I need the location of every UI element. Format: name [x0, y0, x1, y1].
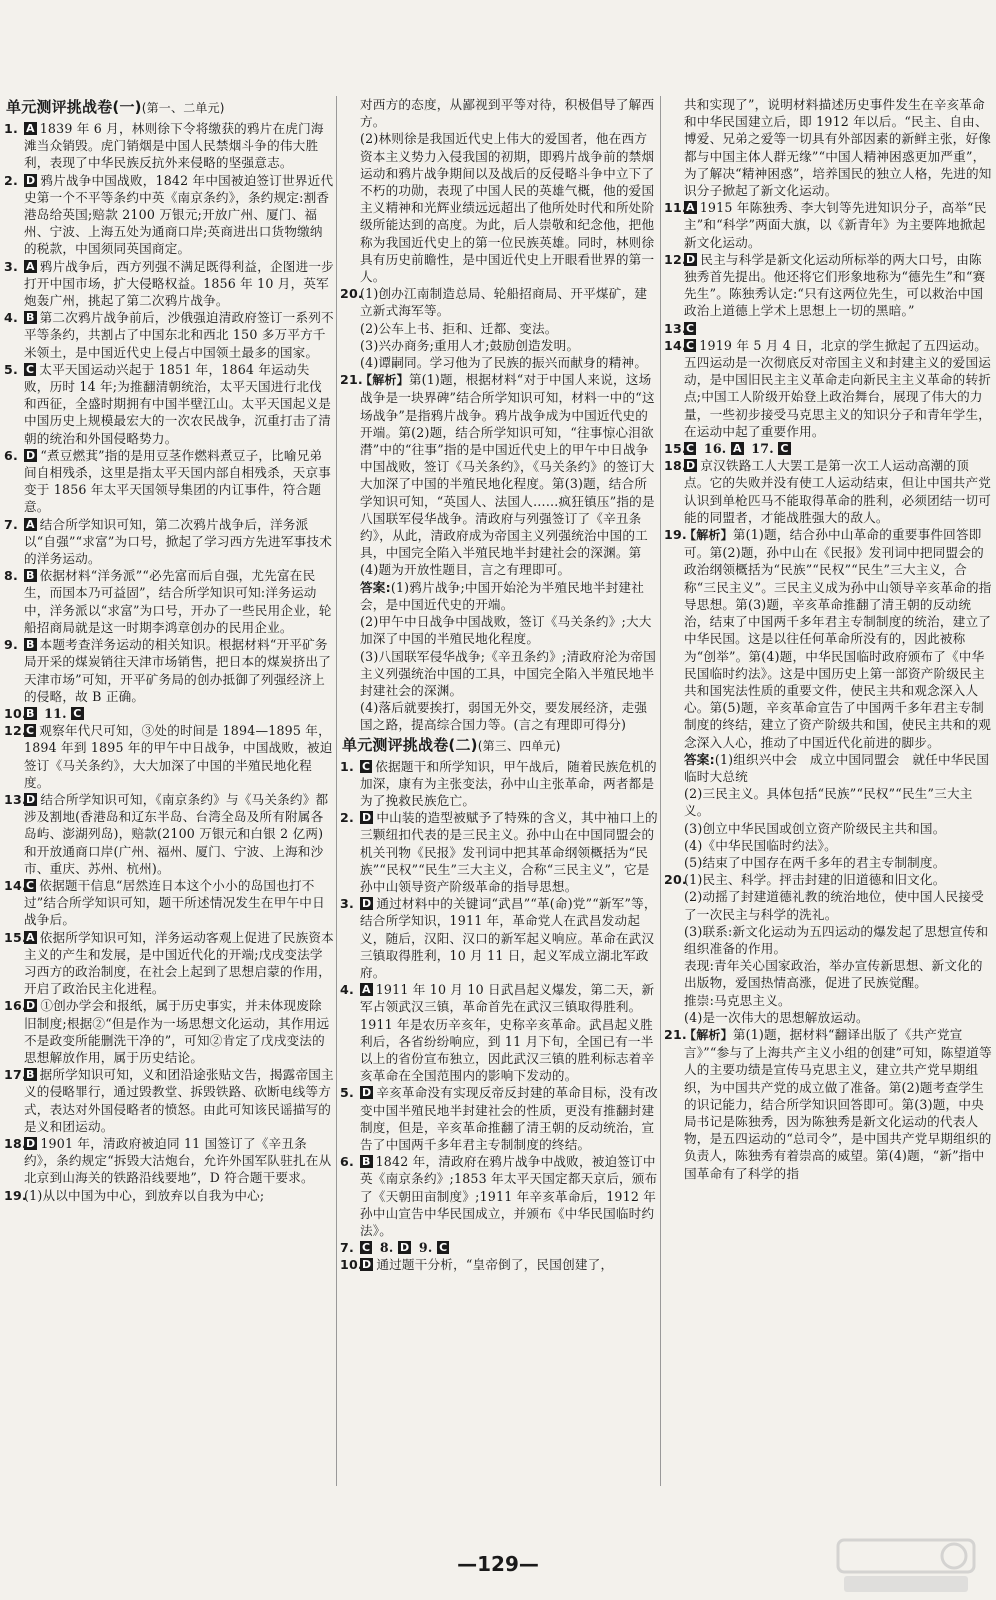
choice-tag: D: [362, 1258, 372, 1272]
item-text: 1919 年 5 月 4 日，北京的学生掀起了五四运动。五四运动是一次彻底反对帝国主义和封建主义的爱国运动，是中国旧民主主义革命走向新民主主义革命的转折点;中国工人阶级开始登上政治舞台，展现了伟大的力量，一些初步接受马克思主义的知识分子和青年学生，在运动中起了重要作用。: [684, 337, 992, 439]
choice-tag: D: [26, 792, 36, 806]
item-text: 第(1)题，结合孙中山革命的重要事件回答即可。第(2)题，孙中山在《民报》发刊词中把同盟会的政治纲领概括为“民族”“民权”“民生”三大主义，合称“三民主义”。三民主义成为孙中山领导辛亥革命的指导思想。第(3)题，辛亥革命推翻了清王朝的反动统治，结束了中国两千多年君主专制制度的统治，建立了中华民国。这是以往任何革命所没有的，因此被称为“创举”。第(4)题，中华民国临时政府颁布了《中华民国临时约法》。这是中国历史上第一部资产阶级民主共和国宪法性质的重要文件，使民主共和观念深入人心。第(5)题，辛亥革命宣告了中国两千多年君主专制制度的终结，建立了资产阶级共和国，使民主共和的观念深入人心，推动了中国近代化前进的脚步。: [684, 527, 992, 750]
answer-item: [4, 361, 334, 447]
answer-continuation: [340, 320, 658, 337]
answer-item: [4, 567, 334, 636]
item-number: 10.: [340, 1257, 363, 1273]
item-number: 8.: [375, 1240, 398, 1256]
item-text: 中山装的造型被赋予了特殊的含义，其中袖口上的三颗纽扣代表的是三民主义。孙中山在中国同盟会的机关刊物《民报》发刊词中把其革命纲领概括为“民族”“民权”“民生”三大主义，合称“三民主义”，它是孙中山领导资产阶级革命的指导思想。: [360, 810, 658, 894]
item-text: 京汉铁路工人大罢工是第一次工人运动高潮的顶点。它的失败并没有使工人运动结束，但让中国共产党认识到单枪匹马不能取得革命的胜利，必须团结一切可能的同盟者，才能战胜强大的敌人。: [684, 458, 992, 525]
choice-tag: C: [26, 362, 35, 376]
item-number: 16.: [699, 441, 731, 457]
choice-tag: A: [26, 930, 35, 944]
answer-item: [4, 516, 334, 568]
answer-item: [4, 929, 334, 998]
answer-continuation: [340, 579, 658, 613]
item-number: 12.: [4, 723, 27, 739]
item-text: (3)兴办商务;重用人才;鼓励创造发明。: [360, 337, 580, 353]
page-number: —129—: [457, 1552, 539, 1576]
item-number: 18.: [4, 1135, 27, 1151]
item-number: 15.: [4, 929, 27, 945]
item-text: (2)林则徐是我国近代史上伟大的爱国者，他在西方资本主义势力入侵我国的初期，即鸦片战争前的禁烟运动和鸦片战争期间以及战后的反侵略斗争中立下了不朽的功勋，表现了中国人民的英雄气概，他的爱国主义精神和光辉业绩远远超出了他所处时代和所处阶级所能达到的高度。为此，后人崇敬和纪念他，把他称为我国近代史上的第一位民族英雄。同时，林则徐具有历史前瞻性，是中国近代史上开眼看世界的第一人。: [360, 131, 655, 285]
answer-item: [4, 309, 334, 361]
item-number: 17.: [4, 1067, 27, 1083]
answer-item: [664, 199, 994, 251]
answer-item: [4, 258, 334, 310]
choice-tag: C: [686, 442, 695, 456]
answer-label: 答案:: [360, 579, 391, 595]
answer-item: [340, 371, 658, 578]
column-right: [664, 96, 994, 1536]
column-divider: [660, 96, 661, 1486]
item-number: 21.: [664, 1026, 687, 1042]
column-middle: [340, 96, 658, 1536]
answer-list: [4, 120, 334, 1204]
item-text: 表现:青年关心国家政治，举办宣传新思想、新文化的出版物，爱国热情高涨，促进了民族觉醒。: [684, 958, 983, 991]
analysis-label: 【解析】: [684, 1027, 733, 1042]
item-number: 17.: [746, 441, 779, 457]
answer-item: [4, 791, 334, 877]
item-text: 结合所学知识可知，《南京条约》与《马关条约》都涉及割地(香港岛和辽东半岛、台湾全岛及所有附属各岛屿、澎湖列岛)，赔款(2100 万银元和白银 2 亿两)和开放通商口岸(广州、福州、厦门、宁波、上海和沙市、重庆、苏州、杭州)。: [24, 791, 329, 876]
item-text: (2)公车上书、拒和、迁都、变法。: [360, 320, 558, 336]
item-number: 11.: [39, 705, 72, 721]
answer-continuation: [340, 613, 658, 647]
answer-item: [664, 871, 994, 888]
item-number: 14.: [4, 877, 27, 893]
item-text: (5)结束了中国存在两千多年的君主专制制度。: [684, 854, 946, 870]
item-text: 1911 年 10 月 10 日武昌起义爆发，第二天，新军占领武汉三镇，革命首先在武汉三镇取得胜利。1911 年是农历辛亥年，史称辛亥革命。武昌起义胜利后，各省纷纷响应，到 11 月下旬，全国已有一半以上的省份宣布独立，因此武汉三镇的胜利标志着辛亥革命在全国范围内的影响下发动的。: [360, 982, 655, 1084]
item-number: 5.: [4, 361, 18, 377]
item-number: 7.: [340, 1240, 354, 1256]
item-text: 1842 年，清政府在鸦片战争中战败，被迫签订中英《南京条约》;1853 年太平天国定都天京后，颁布了《天朝田亩制度》;1911 年辛亥革命后，1912 年孙中山宣告中华民国成立，并颁布《中华民国临时约法》。: [360, 1154, 658, 1238]
choice-tag: C: [362, 759, 371, 773]
item-text: 观察年代尺可知，③处的时间是 1894—1895 年，1894 年到 1895 年的甲午中日战争，中国战败，被迫签订《马关条约》，大大加深了中国的半殖民地化程度。: [24, 723, 333, 790]
choice-tag: D: [686, 459, 696, 473]
item-text: 鸦片战争中国战败，1842 年中国被迫签订世界近代史第一个不平等条约中英《南京条约》，条约规定:割香港岛给英国;赔款 2100 万银元;开放广州、厦门、福州、宁波、上海五处为通商口岸;英商进出口货物缴纳的税款，中国须同英国商定。: [24, 172, 334, 257]
choice-tag: D: [26, 173, 36, 187]
answer-list: [664, 96, 994, 1182]
item-number: 19.: [664, 527, 687, 543]
answer-continuation: [664, 785, 994, 819]
choice-tag: C: [686, 321, 695, 335]
answer-continuation: [664, 888, 994, 922]
answer-item: [340, 981, 658, 1084]
answer-item: [340, 1084, 658, 1153]
item-number: 21.: [340, 372, 363, 388]
answer-item: [664, 440, 994, 457]
item-number: 16.: [4, 998, 27, 1014]
answer-item: [4, 1066, 334, 1135]
choice-tag: B: [26, 638, 35, 652]
choice-tag: C: [686, 338, 695, 352]
item-number: 13.: [664, 320, 687, 336]
item-text: 依据题干和所学知识，甲午战后，随着民族危机的加深，康有为主张变法，孙中山主张革命，两者都是为了挽救民族危亡。: [360, 758, 657, 808]
answer-item: [664, 337, 994, 440]
item-text: 第(1)题，根据材料“对于中国人来说，这场战争是一块界碑”结合所学知识可知，材料一中的“这场战争”是指鸦片战争。鸦片战争成为中国近代史的开端。第(2)题，结合所学知识可知，“往事惊心泪欲潸”中的“往事”指的是中国近代史上的甲午中日战争中国战败，签订《马关条约》，《马关条约》的签订大大加深了中国的半殖民地化程度。第(3)题，结合所学知识可知，“英国人、法国人……疯狂镇压”指的是八国联军侵华战争。清政府与列强签订了《辛丑条约》，从此，清政府成为帝国主义列强统治中国的工具，中国完全陷入半殖民地半封建社会的深渊。第(4)题为开放性题目，言之有理即可。: [360, 372, 655, 578]
item-text: (1)组织兴中会 成立中国同盟会 就任中华民国临时大总统: [684, 751, 990, 784]
answer-item: [664, 457, 994, 526]
choice-tag: B: [26, 706, 35, 720]
item-number: 9.: [414, 1240, 438, 1256]
item-text: (1)民主、科学。抨击封建的旧道德和旧文化。: [684, 872, 946, 888]
item-text: 1839 年 6 月，林则徐下令将缴获的鸦片在虎门海滩当众销毁。虎门销烟是中国人民禁烟斗争的伟大胜利，表现了中华民族反抗外来侵略的坚强意志。: [24, 121, 324, 171]
item-text: 辛亥革命没有实现反帝反封建的革命目标，没有改变中国半殖民地半封建社会的性质，更没有推翻封建制度，但是，辛亥革命推翻了清王朝的反动统治，宣告了中国两千多年君主专制制度的终结。: [360, 1085, 658, 1152]
item-number: 3.: [340, 896, 354, 912]
answer-item: [340, 1239, 658, 1256]
choice-tag: C: [362, 1241, 371, 1255]
analysis-label: 【解析】: [684, 528, 733, 543]
item-number: 19.: [4, 1187, 27, 1203]
item-text: 1915 年陈独秀、李大钊等先进知识分子，高举“民主”和“科学”两面大旗，以《新青年》为主要阵地掀起新文化运动。: [684, 200, 987, 250]
item-number: 9.: [4, 637, 18, 653]
item-number: 2.: [340, 810, 354, 826]
item-number: 18.: [664, 458, 687, 474]
section-title-2: [342, 735, 658, 756]
item-text: (1)从以中国为中心，到放弃以自我为中心;: [24, 1187, 265, 1203]
choice-tag: D: [686, 252, 696, 266]
item-text: 依据题干信息“居然连日本这个小小的岛国也打不过”结合所学知识可知，题干所述情况发生在甲午中日战争后。: [24, 877, 325, 928]
item-text: 结合所学知识可知，第二次鸦片战争后，洋务派以“自强”“求富”为口号，掀起了学习西方先进军事技术的洋务运动。: [24, 516, 333, 567]
item-number: 8.: [4, 568, 18, 584]
item-number: 14.: [664, 337, 687, 353]
answer-continuation: [340, 648, 658, 700]
item-number: 6.: [4, 447, 18, 463]
item-number: 3.: [4, 258, 18, 274]
item-text: (3)联系:新文化运动为五四运动的爆发起了思想宣传和组织准备的作用。: [684, 923, 989, 956]
answer-item: [664, 526, 994, 751]
column-divider: [336, 96, 337, 1486]
item-text: “煮豆燃萁”指的是用豆茎作燃料煮豆子，比喻兄弟间自相残杀，这里是指太平天国内部自相残杀，天京事变于 1856 年太平天国领导集团的内讧事件，符合题意。: [24, 447, 332, 515]
item-number: 20.: [664, 872, 687, 888]
choice-tag: A: [686, 201, 695, 215]
answer-item: [664, 320, 994, 337]
item-text: 推崇:马克思主义。: [684, 992, 791, 1008]
item-text: 民主与科学是新文化运动所标举的两大口号，由陈独秀首先提出。他还将它们形象地称为“德先生”和“赛先生”。陈独秀认定:“只有这两位先生，可以救治中国政治上道德上学术上思想上一切的黑暗。”: [684, 251, 986, 319]
item-text: 第二次鸦片战争前后，沙俄强迫清政府签订一系列不平等条约，共割占了中国东北和西北 150 多万平方千米领土，是中国近代史上侵占中国领土最多的国家。: [24, 310, 334, 360]
answer-list: [340, 96, 658, 1274]
answer-item: [4, 120, 334, 172]
item-text: (2)甲午中日战争中国战败，签订《马关条约》;大大加深了中国的半殖民地化程度。: [360, 614, 652, 647]
choice-tag: B: [26, 1068, 35, 1082]
item-number: 7.: [4, 516, 18, 532]
answer-item: [4, 722, 334, 791]
item-number: 1.: [340, 758, 354, 774]
answer-item: [4, 1187, 334, 1204]
answer-label: 答案:: [684, 751, 715, 767]
choice-tag: A: [362, 983, 371, 997]
item-text: (3)八国联军侵华战争;《辛丑条约》;清政府沦为帝国主义列强统治中国的工具，中国完全陷入半殖民地半封建社会的深渊。: [360, 648, 656, 698]
section-subtitle: (第一、二单元): [141, 101, 225, 115]
answer-item: [340, 1153, 658, 1239]
answer-item: [4, 997, 334, 1066]
section-subtitle: (第三、四单元): [477, 738, 561, 753]
item-number: 10.: [4, 705, 27, 721]
item-text: 1901 年，清政府被迫同 11 国签订了《辛丑条约》，条约规定“拆毁大沽炮台，允许外国军队驻扎在从北京到山海关的铁路沿线要地”，D 符合题干要求。: [24, 1135, 332, 1186]
item-text: 依据所学知识可知，洋务运动客观上促进了民族资本主义的产生和发展，是中国近代化的开端;戊戌变法学习西方的政治制度，在社会上起到了思想启蒙的作用，开启了政治民主化进程。: [24, 929, 334, 997]
answer-item: [4, 447, 334, 516]
item-number: 12.: [664, 251, 687, 267]
answer-continuation: [340, 130, 658, 285]
answer-item: [340, 809, 658, 895]
choice-tag: B: [26, 569, 35, 583]
item-number: 15.: [664, 441, 687, 457]
item-number: 11.: [664, 200, 687, 216]
item-text: (1)创办江南制造总局、轮船招商局、开平煤矿，建立新式海军等。: [360, 286, 648, 319]
item-text: 鸦片战争后，西方列强不满足既得利益，企图进一步打开中国市场，扩大侵略权益。1856 年 10 月，英军炮轰广州，挑起了第二次鸦片战争。: [24, 258, 334, 309]
answer-continuation: [340, 699, 658, 733]
item-number: 5.: [340, 1085, 354, 1101]
choice-tag: C: [780, 442, 789, 456]
answer-continuation: [664, 957, 994, 991]
answer-item: [340, 285, 658, 319]
choice-tag: A: [732, 442, 742, 456]
item-number: 4.: [4, 310, 18, 326]
item-text: 共和实现了”，说明材料描述历史事件发生在辛亥革命和中华民国建立后，即 1912 年以后。“民主、自由、博爱、兄弟之爱等一切具有外部因素的新鲜主张，好像都与中国主体人群无缘”“中国人精神困惑更加严重”，为了解决“精神困惑”，培养国民的独立人格，先进的知识分子掀起了新文化运动。: [684, 97, 992, 199]
answer-item: [340, 758, 658, 810]
choice-tag: C: [73, 706, 82, 720]
item-text: (4)《中华民国临时约法》。: [684, 837, 837, 853]
choice-tag: D: [362, 811, 372, 825]
answer-continuation: [664, 854, 994, 871]
choice-tag: B: [26, 311, 35, 325]
item-text: (1)鸦片战争;中国开始沦为半殖民地半封建社会，是中国近代史的开端。: [360, 579, 644, 612]
column-left: [4, 96, 334, 1536]
item-text: (4)谭嗣同。学习他为了民族的振兴而献身的精神。: [360, 355, 648, 371]
answer-item: [4, 705, 334, 722]
item-text: 太平天国运动兴起于 1851 年，1864 年运动失败，历时 14 年;为推翻清朝统治，太平天国进行北伐和西征，全盛时期拥有中国半壁江山。太平天国起义是中国历史上规模最宏大的一次农民战争，沉重打击了清朝的统治和外国侵略势力。: [24, 361, 332, 446]
choice-tag: D: [26, 999, 36, 1013]
item-text: 据所学知识可知，义和团沿途张贴文告，揭露帝国主义的侵略罪行，通过毁教堂、拆毁铁路、砍断电线等方式，表达对外国侵略者的愤怒。由此可知该民谣描写的是义和团运动。: [24, 1067, 334, 1134]
item-text: (4)落后就要挨打，弱国无外交，要发展经济，走强国之路，提高综合国力等。(言之有理即可得分): [360, 700, 648, 733]
choice-tag: D: [362, 1086, 372, 1100]
choice-tag: A: [26, 517, 35, 531]
choice-tag: D: [400, 1241, 410, 1255]
section-title-1: [6, 97, 334, 118]
choice-tag: A: [26, 259, 35, 273]
choice-tag: C: [26, 724, 35, 738]
answer-item: [4, 877, 334, 929]
item-number: 4.: [340, 982, 354, 998]
answer-continuation: [664, 992, 994, 1009]
item-text: 第(1)题，据材料“翻译出版了《共产党宣言》”“参与了上海共产主义小组的创建”可知，陈望道等人的主要功绩是宣传马克思主义，建立共产党早期组织，为中国共产党的成立做了准备。第(2)题考查学生的识记能力，结合所学知识回答即可。第(3)题，中央局书记是陈独秀，因为陈独秀是新文化运动的代表人物，是五四运动的“总司令”，是中国共产党早期组织的负责人，陈独秀有着崇高的威望。第(4)题，“新”指中国革命有了科学的指: [684, 1026, 992, 1181]
choice-tag: C: [26, 878, 35, 892]
answer-item: [664, 251, 994, 320]
answer-item: [664, 1026, 994, 1182]
answer-continuation: [664, 923, 994, 957]
item-number: 2.: [4, 172, 18, 188]
item-text: 对西方的态度，从鄙视到平等对待，积极倡导了解西方。: [360, 97, 655, 130]
choice-tag: A: [26, 122, 35, 135]
watermark-logo: [836, 1538, 976, 1596]
section-title-text: 单元测评挑战卷(二): [342, 735, 478, 754]
choice-tag: D: [26, 1136, 36, 1150]
item-text: 依据材料“洋务派”“必先富而后自强，尤先富在民生，而国本乃可益固”，结合所学知识可知:洋务运动中，洋务派以“求富”为口号，开办了一些民用企业，轮船招商局就是这一时期李鸿章创办的民用企业。: [24, 568, 332, 635]
item-text: ①创办学会和报纸，属于历史事实，并未体现废除旧制度;根据②“但是作为一场思想文化运动，其作用远不是政变所能删洗干净的”，可知②肯定了戊戌变法的思想解放作用，属于历史结论。: [24, 998, 330, 1065]
item-text: 本题考查洋务运动的相关知识。根据材料“开平矿务局开采的煤炭销往天津市场销售，把日本的煤炭挤出了天津市场”可知，开平矿务局的创办抵御了列强经济上的侵略，故 B 正确。: [24, 637, 332, 704]
choice-tag: D: [362, 897, 372, 911]
item-text: (2)动摇了封建道德礼教的统治地位，使中国人民接受了一次民主与科学的洗礼。: [684, 889, 984, 922]
answer-continuation: [340, 337, 658, 354]
answer-continuation: [340, 354, 658, 371]
choice-tag: D: [26, 448, 36, 462]
answer-continuation: [664, 837, 994, 854]
answer-item: [4, 636, 334, 705]
item-text: 通过题干分析，“皇帝倒了，民国创建了，: [376, 1257, 614, 1273]
item-text: 通过材料中的关键词“武昌”“革(命)党”“新军”等，结合所学知识，1911 年，革命党人在武昌发动起义，随后，汉阳、汉口的新军起义响应。革命在武汉三镇取得胜利，10 月 11 日，起义军成立湖北军政府。: [360, 896, 657, 980]
item-text: (2)三民主义。具体包括“民族”“民权”“民生”三大主义。: [684, 786, 973, 819]
section-title-text: 单元测评挑战卷(一): [6, 98, 142, 116]
choice-tag: B: [362, 1155, 371, 1169]
item-number: 6.: [340, 1154, 354, 1170]
answer-continuation: [664, 1009, 994, 1026]
answer-continuation: [664, 751, 994, 785]
choice-tag: C: [439, 1241, 448, 1255]
answer-item: [340, 1256, 658, 1273]
item-text: (3)创立中华民国或创立资产阶级民主共和国。: [684, 820, 946, 836]
item-number: 1.: [4, 121, 18, 136]
answer-item: [4, 172, 334, 258]
answer-continuation: [664, 96, 994, 199]
answer-continuation: [664, 820, 994, 837]
item-number: 20.: [340, 286, 363, 302]
answer-item: [340, 895, 658, 981]
answer-item: [4, 1135, 334, 1187]
answer-continuation: [340, 96, 658, 130]
item-text: (4)是一次伟大的思想解放运动。: [684, 1009, 869, 1025]
item-number: 13.: [4, 791, 27, 807]
analysis-label: 【解析】: [360, 373, 409, 388]
